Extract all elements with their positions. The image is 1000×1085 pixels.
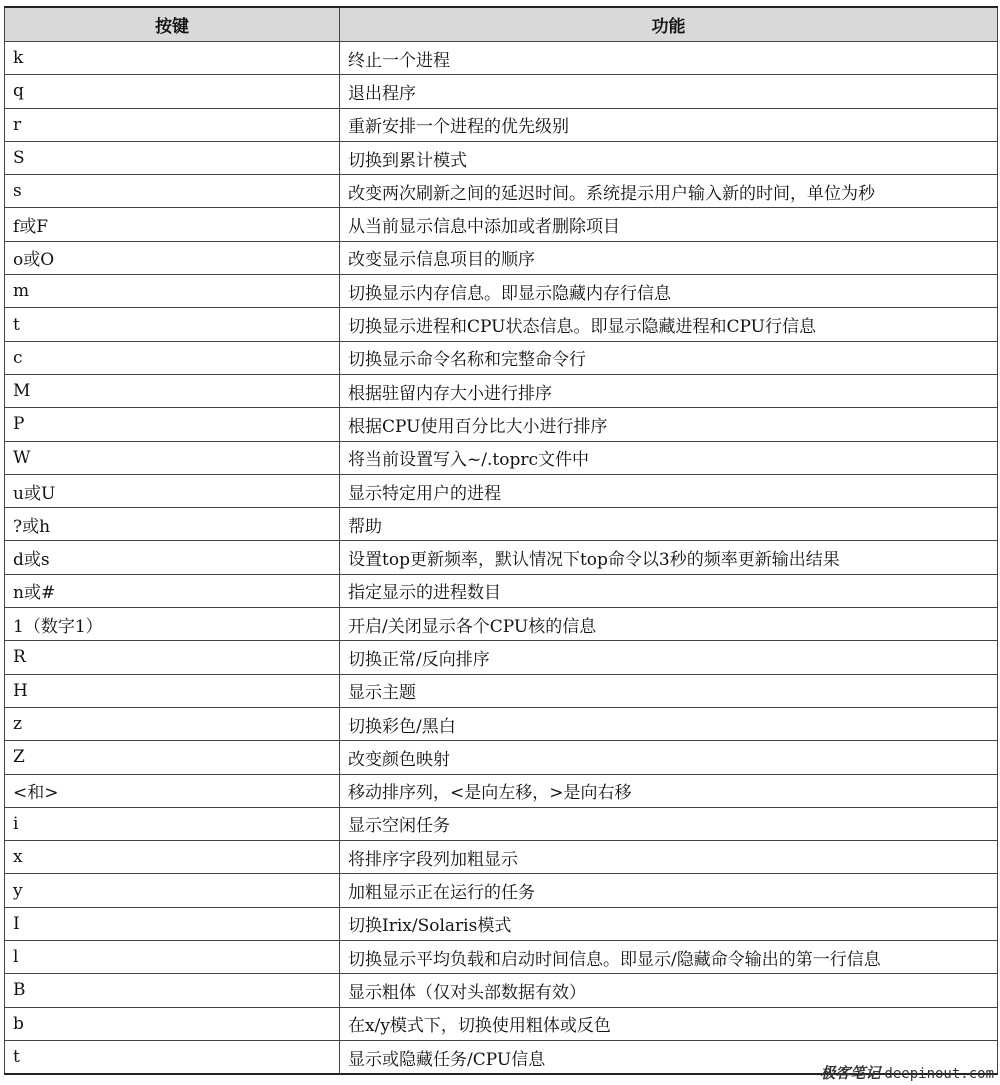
table-row xyxy=(5,974,998,1007)
key-cell: m xyxy=(5,275,340,308)
key-cell: <和> xyxy=(5,774,340,807)
function-cell: 显示特定用户的进程 xyxy=(340,474,998,507)
function-cell: 开启/关闭显示各个CPU核的信息 xyxy=(340,608,998,641)
table-row xyxy=(5,374,998,407)
table-row xyxy=(5,574,998,607)
function-cell: 根据CPU使用百分比大小进行排序 xyxy=(340,408,998,441)
table-row xyxy=(5,541,998,574)
function-cell: 重新安排一个进程的优先级别 xyxy=(340,108,998,141)
key-cell: 1（数字1） xyxy=(5,608,340,641)
key-cell: u或U xyxy=(5,474,340,507)
function-cell: 指定显示的进程数目 xyxy=(340,574,998,607)
table-row xyxy=(5,308,998,341)
key-cell: c xyxy=(5,341,340,374)
key-cell: b xyxy=(5,1007,340,1040)
key-cell: S xyxy=(5,141,340,174)
key-cell: s xyxy=(5,175,340,208)
table-row xyxy=(5,807,998,840)
table-row xyxy=(5,474,998,507)
function-cell: 显示主题 xyxy=(340,674,998,707)
key-cell: z xyxy=(5,707,340,740)
table-row xyxy=(5,241,998,274)
key-cell: n或# xyxy=(5,574,340,607)
function-cell: 在x/y模式下，切换使用粗体或反色 xyxy=(340,1007,998,1040)
watermark-url: deepinout.com xyxy=(884,1066,994,1082)
function-cell: 将排序字段列加粗显示 xyxy=(340,841,998,874)
key-cell: P xyxy=(5,408,340,441)
key-cell: d或s xyxy=(5,541,340,574)
key-cell: M xyxy=(5,374,340,407)
function-cell: 加粗显示正在运行的任务 xyxy=(340,874,998,907)
function-cell: 退出程序 xyxy=(340,75,998,108)
function-cell: 改变两次刷新之间的延迟时间。系统提示用户输入新的时间，单位为秒 xyxy=(340,175,998,208)
function-cell: 帮助 xyxy=(340,508,998,541)
table-row xyxy=(5,941,998,974)
key-cell: ?或h xyxy=(5,508,340,541)
key-cell: i xyxy=(5,807,340,840)
table-row xyxy=(5,208,998,241)
key-cell: H xyxy=(5,674,340,707)
function-cell: 改变颜色映射 xyxy=(340,741,998,774)
function-cell: 将当前设置写入~/.toprc文件中 xyxy=(340,441,998,474)
table-row xyxy=(5,674,998,707)
table-row xyxy=(5,907,998,940)
function-cell: 显示空闲任务 xyxy=(340,807,998,840)
function-cell: 改变显示信息项目的顺序 xyxy=(340,241,998,274)
key-cell: t xyxy=(5,308,340,341)
key-cell: f或F xyxy=(5,208,340,241)
key-cell: I xyxy=(5,907,340,940)
table-row xyxy=(5,841,998,874)
function-cell: 切换Irix/Solaris模式 xyxy=(340,907,998,940)
key-function-table xyxy=(4,6,998,1075)
table-row xyxy=(5,608,998,641)
table-row xyxy=(5,108,998,141)
key-cell: x xyxy=(5,841,340,874)
table-row xyxy=(5,1007,998,1040)
table-row xyxy=(5,441,998,474)
table-row xyxy=(5,275,998,308)
function-cell: 显示粗体（仅对头部数据有效） xyxy=(340,974,998,1007)
function-cell: 终止一个进程 xyxy=(340,42,998,75)
key-cell: y xyxy=(5,874,340,907)
function-cell: 根据驻留内存大小进行排序 xyxy=(340,374,998,407)
key-cell: Z xyxy=(5,741,340,774)
table-row xyxy=(5,141,998,174)
function-cell: 切换正常/反向排序 xyxy=(340,641,998,674)
table-row xyxy=(5,874,998,907)
watermark-cn: 极客笔记 xyxy=(820,1064,881,1082)
table-row xyxy=(5,774,998,807)
key-cell: R xyxy=(5,641,340,674)
function-cell: 切换到累计模式 xyxy=(340,141,998,174)
table-body xyxy=(5,42,998,1075)
table-row xyxy=(5,641,998,674)
function-cell: 设置top更新频率，默认情况下top命令以3秒的频率更新输出结果 xyxy=(340,541,998,574)
header-function: 功能 xyxy=(340,7,998,42)
key-cell: q xyxy=(5,75,340,108)
key-function-table-container xyxy=(4,6,998,1075)
key-cell: B xyxy=(5,974,340,1007)
table-row xyxy=(5,42,998,75)
function-cell: 切换显示平均负载和启动时间信息。即显示/隐藏命令输出的第一行信息 xyxy=(340,941,998,974)
table-row xyxy=(5,741,998,774)
key-cell: W xyxy=(5,441,340,474)
table-row xyxy=(5,75,998,108)
function-cell: 切换显示命令名称和完整命令行 xyxy=(340,341,998,374)
table-row xyxy=(5,707,998,740)
function-cell: 显示或隐藏任务/CPU信息 xyxy=(340,1040,998,1074)
function-cell: 切换显示内存信息。即显示隐藏内存行信息 xyxy=(340,275,998,308)
key-cell: l xyxy=(5,941,340,974)
header-key: 按键 xyxy=(5,7,340,42)
watermark xyxy=(820,1062,994,1083)
table-row xyxy=(5,508,998,541)
table-row xyxy=(5,408,998,441)
function-cell: 切换显示进程和CPU状态信息。即显示隐藏进程和CPU行信息 xyxy=(340,308,998,341)
key-cell: t xyxy=(5,1040,340,1074)
function-cell: 从当前显示信息中添加或者删除项目 xyxy=(340,208,998,241)
function-cell: 移动排序列，<是向左移，>是向右移 xyxy=(340,774,998,807)
key-cell: r xyxy=(5,108,340,141)
key-cell: k xyxy=(5,42,340,75)
table-row xyxy=(5,175,998,208)
table-row xyxy=(5,341,998,374)
table-header-row xyxy=(5,7,998,42)
function-cell: 切换彩色/黑白 xyxy=(340,707,998,740)
key-cell: o或O xyxy=(5,241,340,274)
